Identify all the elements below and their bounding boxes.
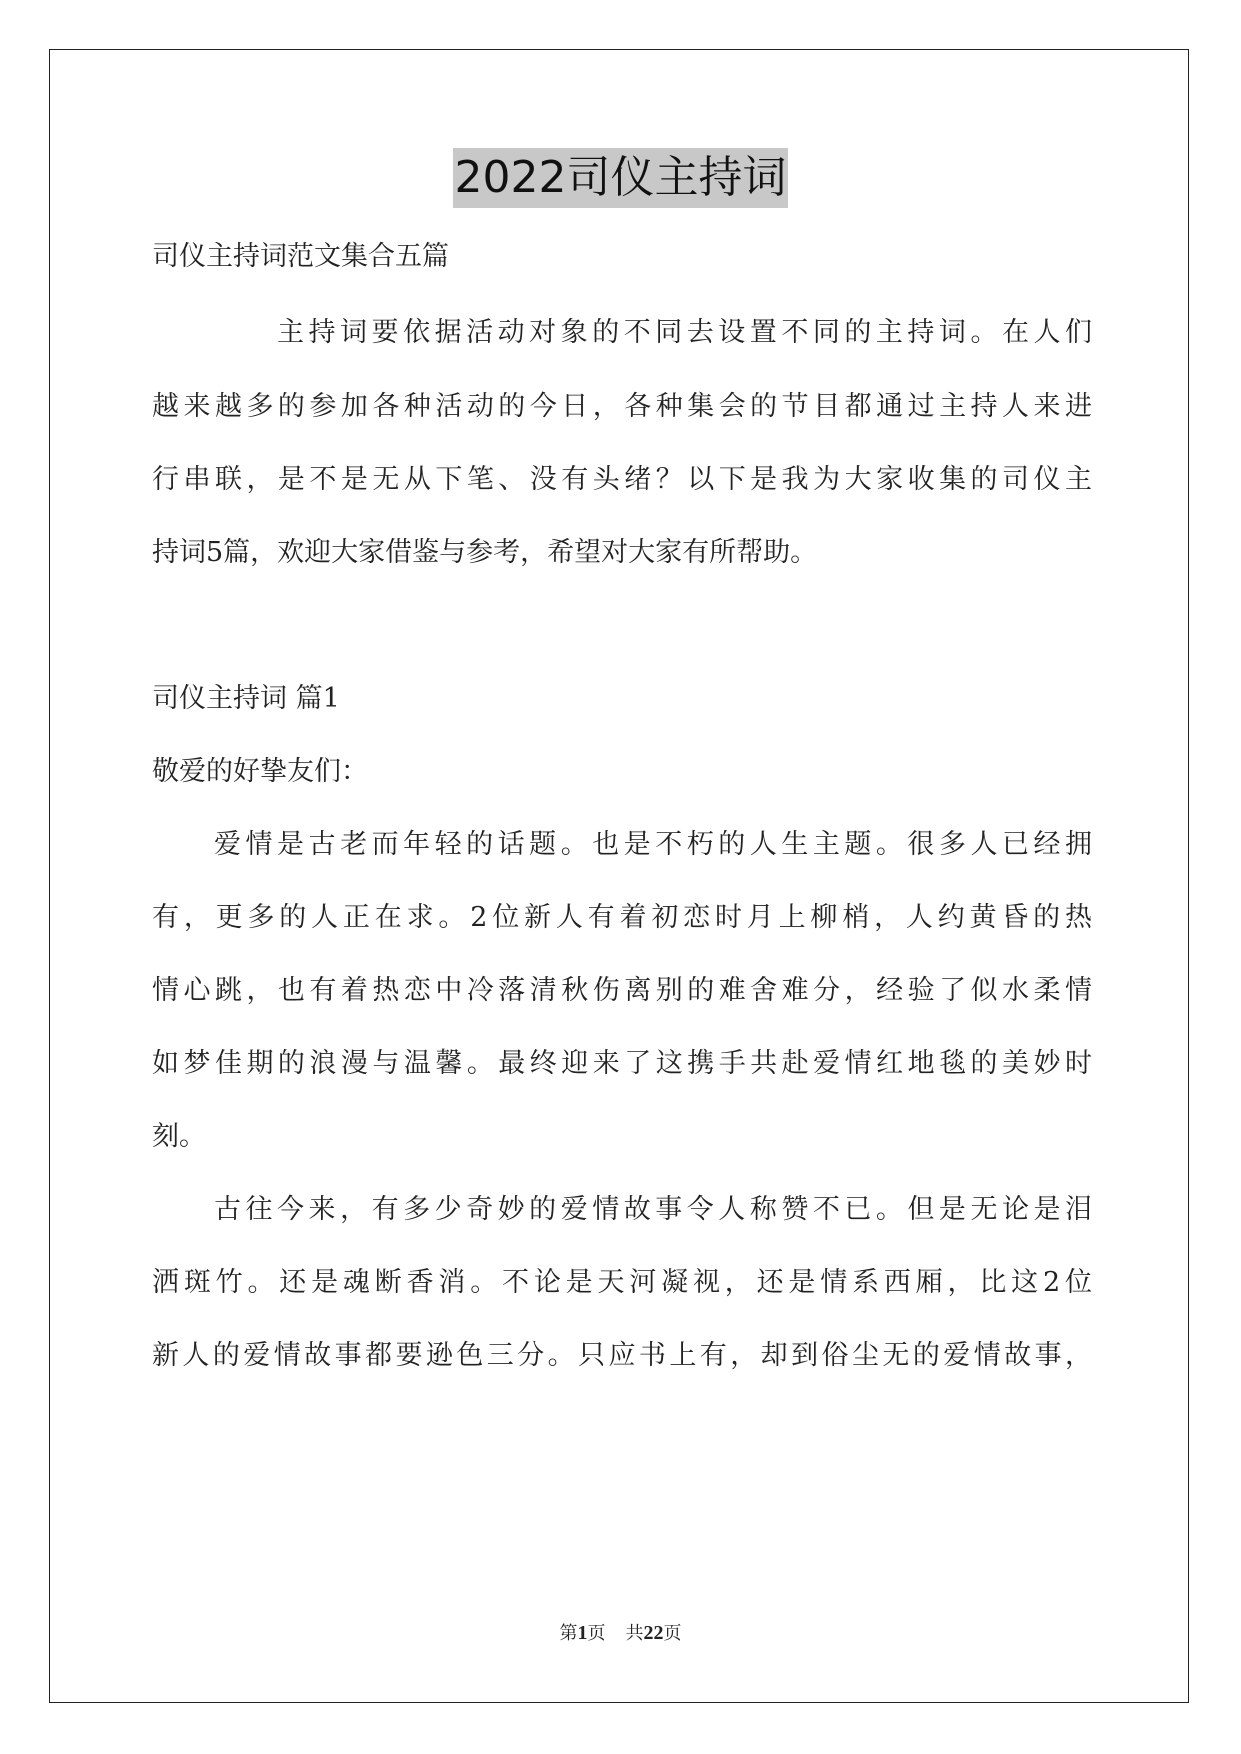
paragraph-1-line-5: 刻。 [152, 1121, 206, 1152]
page-total: 22 [643, 1622, 664, 1644]
page-unit: 页 [587, 1623, 606, 1644]
subtitle-line: 司仪主持词范文集合五篇 [152, 241, 449, 272]
page-prefix: 第 [559, 1623, 578, 1644]
page-footer [0, 1621, 1241, 1646]
section-heading: 司仪主持词 篇1 [152, 683, 340, 714]
total-unit: 页 [663, 1623, 682, 1644]
paragraph-2-line-2: 洒斑竹。还是魂断香消。不论是天河凝视，还是情系西厢，比这2位 [152, 1267, 1092, 1298]
intro-line-1: 主持词要依据活动对象的不同去设置不同的主持词。在人们 [277, 317, 1092, 348]
intro-line-4: 持词5篇，欢迎大家借鉴与参考，希望对大家有所帮助。 [152, 537, 818, 568]
paragraph-1-line-4: 如梦佳期的浪漫与温馨。最终迎来了这携手共赴爱情红地毯的美妙时 [152, 1048, 1092, 1079]
paragraph-2-line-3: 新人的爱情故事都要逊色三分。只应书上有，却到俗尘无的爱情故事， [152, 1340, 1092, 1371]
title-container [0, 148, 1241, 208]
intro-line-3: 行串联，是不是无从下笔、没有头绪？以下是我为大家收集的司仪主 [152, 464, 1092, 495]
total-prefix: 共 [625, 1623, 644, 1644]
page-current: 1 [577, 1622, 588, 1644]
intro-line-2: 越来越多的参加各种活动的今日，各种集会的节目都通过主持人来进 [152, 391, 1092, 422]
salutation-line: 敬爱的好挚友们： [152, 756, 368, 787]
document-title: 2022司仪主持词 [453, 148, 789, 208]
paragraph-1-line-3: 情心跳，也有着热恋中冷落清秋伤离别的难舍难分，经验了似水柔情 [152, 975, 1092, 1006]
paragraph-1-line-1: 爱情是古老而年轻的话题。也是不朽的人生主题。很多人已经拥 [214, 829, 1092, 860]
paragraph-1-line-2: 有，更多的人正在求。2位新人有着初恋时月上柳梢，人约黄昏的热 [152, 902, 1092, 933]
page-border [49, 49, 1189, 1703]
paragraph-2-line-1: 古往今来，有多少奇妙的爱情故事令人称赞不已。但是无论是泪 [214, 1194, 1092, 1225]
